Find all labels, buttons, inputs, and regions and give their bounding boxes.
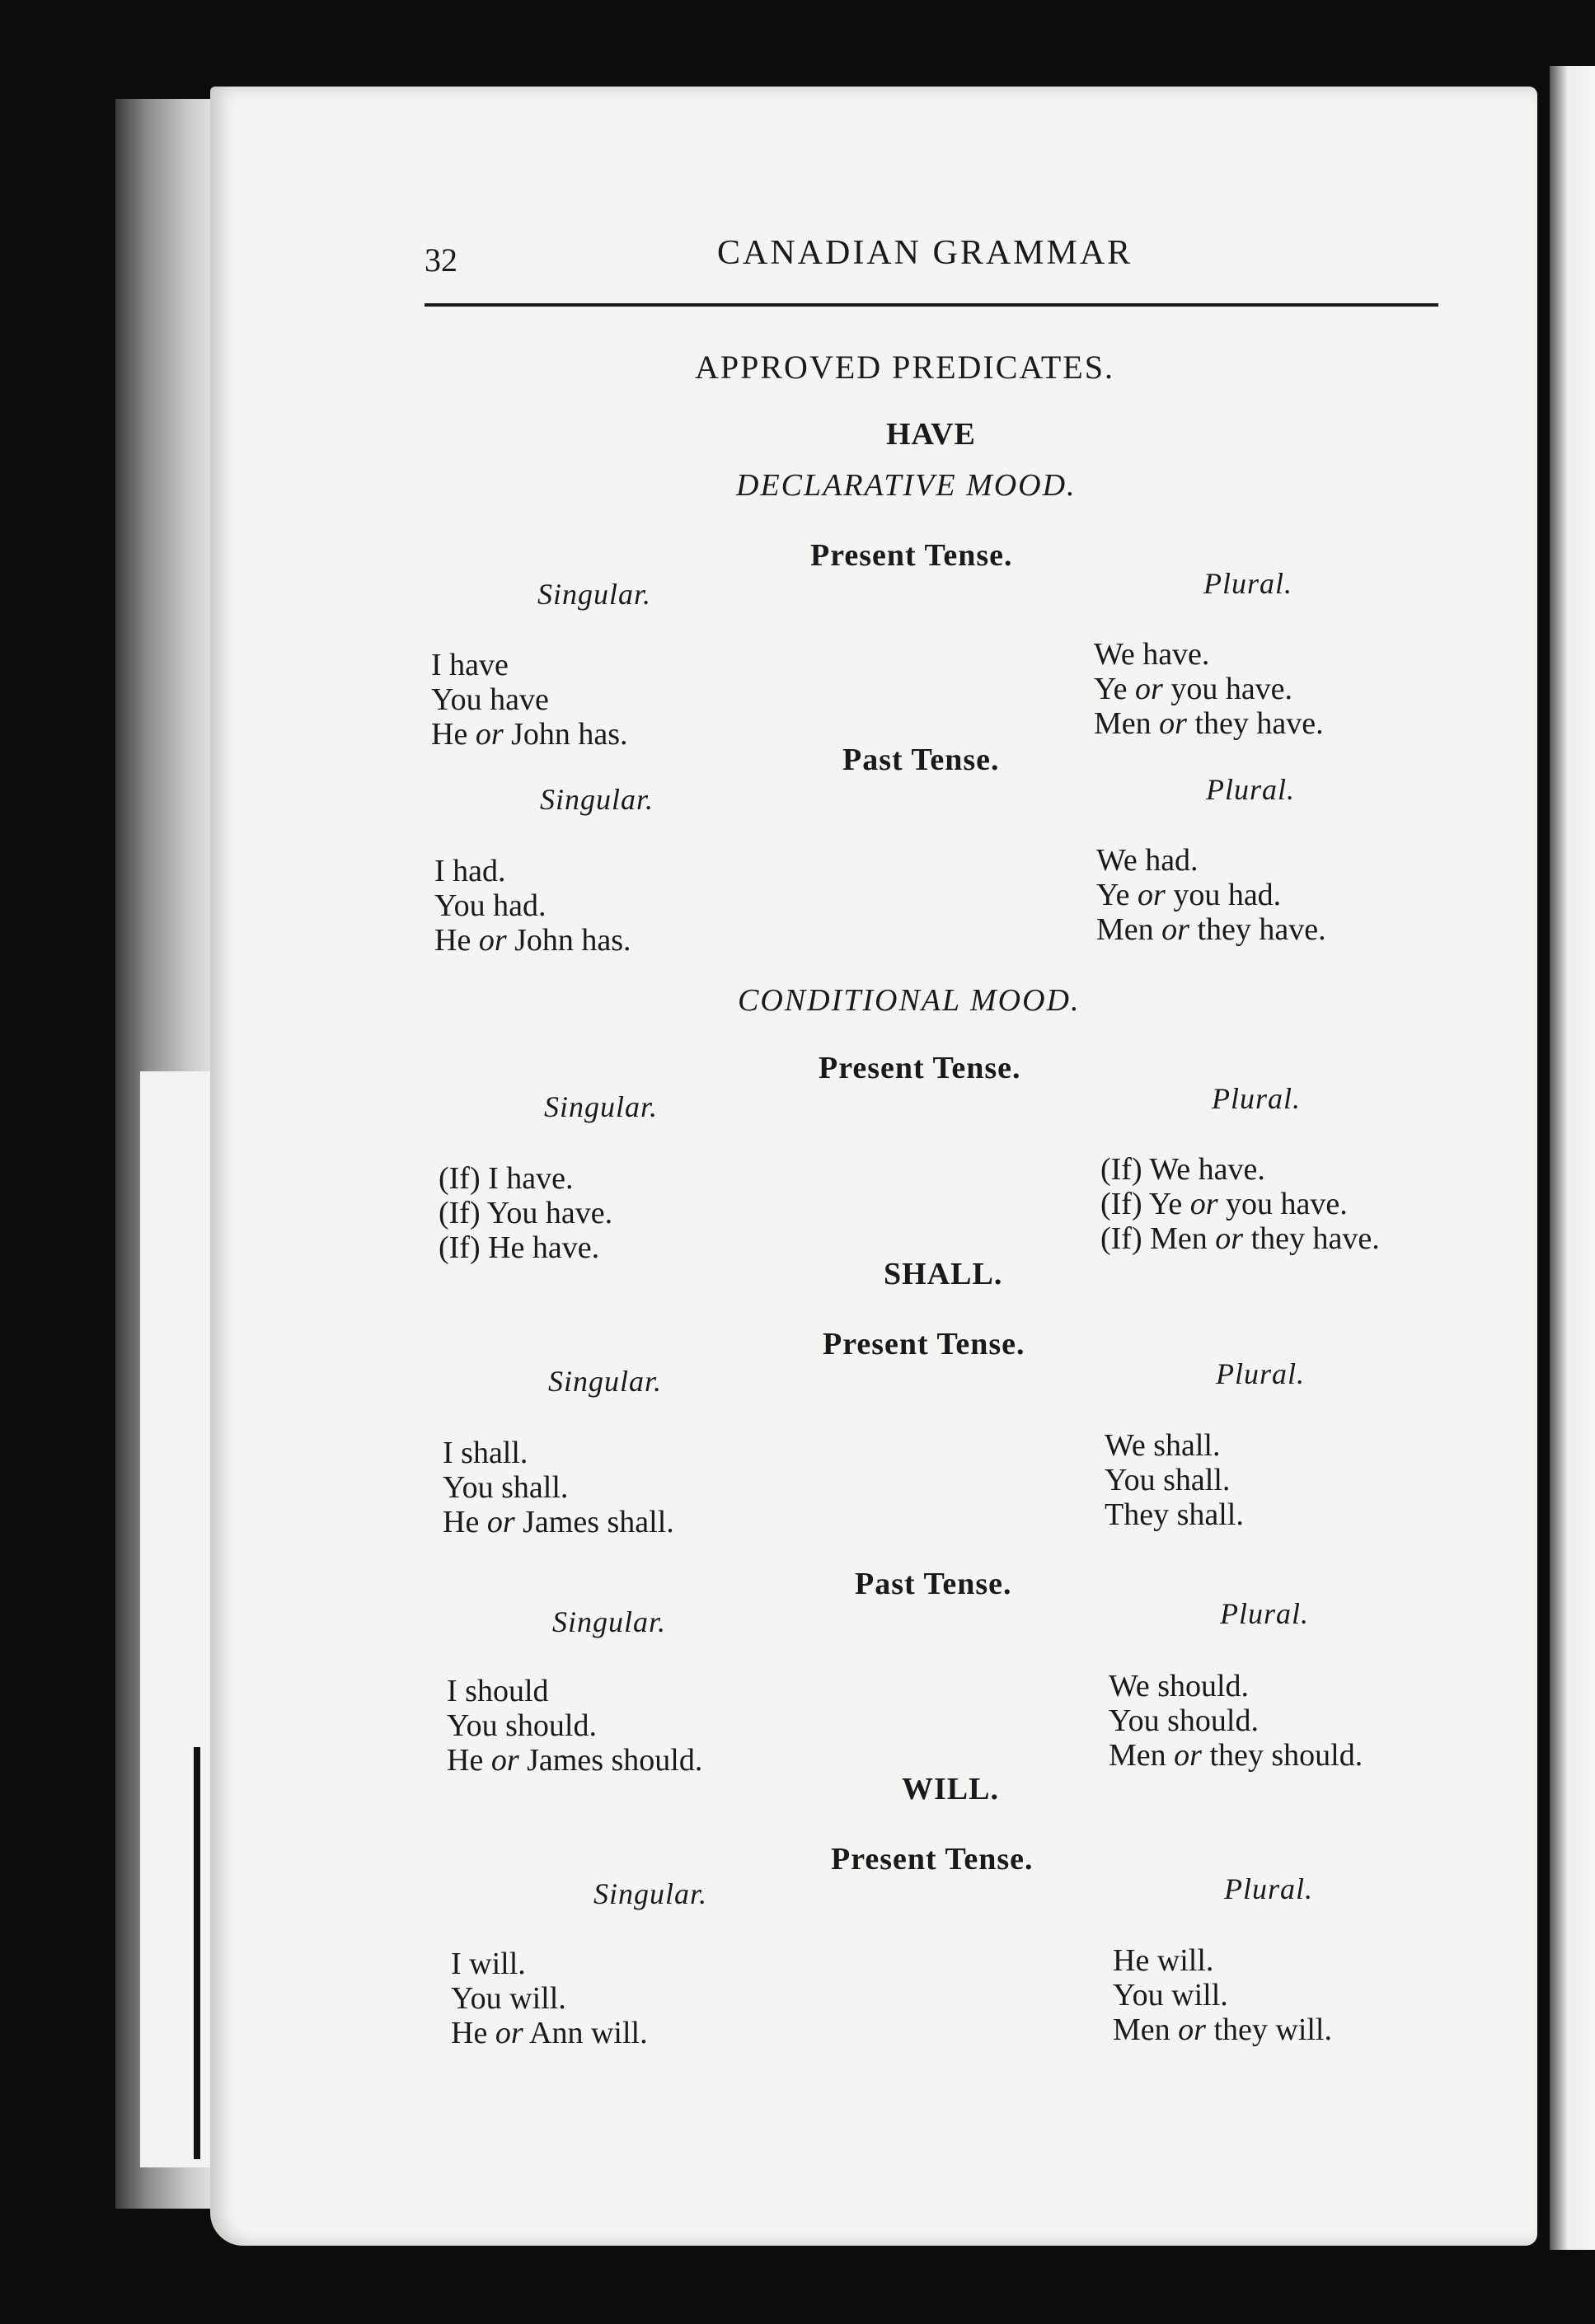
- conjugation-list-plural: [1094, 637, 1324, 741]
- conjugation-line: [431, 717, 628, 752]
- column-label-singular: Singular.: [552, 1605, 667, 1638]
- conjunction-or: or: [495, 2016, 523, 2050]
- conjunction-or: or: [1178, 2012, 1206, 2047]
- conjugation-text: Men: [1113, 2012, 1179, 2047]
- conjugation-text: You had.: [434, 888, 547, 923]
- conjugation-line: [431, 648, 628, 682]
- column-label-plural: Plural.: [1212, 1082, 1302, 1115]
- conjugation-line: [439, 1196, 612, 1230]
- conjunction-or: or: [1159, 706, 1187, 741]
- conjugation-text: We shall.: [1105, 1428, 1221, 1463]
- conjugation-line: [1096, 912, 1326, 947]
- conjugation-line: [447, 1708, 702, 1743]
- conjugation-text: You should.: [447, 1708, 597, 1743]
- conjugation-text: He: [434, 923, 479, 958]
- page-number: 32: [425, 241, 457, 279]
- conjugation-text: you have.: [1162, 672, 1293, 706]
- conjugation-text: You will.: [1113, 1978, 1228, 2012]
- conjugation-text: (If) He have.: [439, 1230, 600, 1265]
- tense-heading-present: Present Tense.: [823, 1327, 1025, 1361]
- verb-heading-have: HAVE: [886, 417, 976, 452]
- conjugation-list-singular: [443, 1436, 674, 1539]
- conjunction-or: or: [1161, 912, 1189, 947]
- verb-heading-will: WILL.: [902, 1772, 999, 1806]
- conjugation-text: (If) You have.: [439, 1196, 613, 1230]
- binding-paper-strip: [140, 1071, 218, 2167]
- conjugation-line: [1105, 1497, 1244, 1532]
- conjugation-line: [434, 923, 631, 958]
- conjugation-line: [451, 1981, 648, 2016]
- conjugation-text: John has.: [503, 717, 628, 752]
- column-label-plural: Plural.: [1224, 1872, 1314, 1905]
- conjugation-line: [1100, 1152, 1380, 1187]
- tense-heading-present: Present Tense.: [810, 538, 1013, 573]
- conjugation-line: [434, 854, 631, 888]
- conjunction-or: or: [1174, 1738, 1202, 1773]
- conjunction-or: or: [490, 1743, 519, 1778]
- conjugation-list-plural: [1100, 1152, 1380, 1256]
- conjugation-text: Men: [1109, 1738, 1175, 1773]
- conjugation-text: You will.: [451, 1981, 566, 2016]
- conjugation-text: James shall.: [514, 1505, 674, 1539]
- tense-heading-present: Present Tense.: [831, 1842, 1034, 1877]
- mood-heading-conditional: CONDITIONAL MOOD.: [738, 983, 1081, 1018]
- conjugation-text: I shall.: [443, 1436, 528, 1470]
- tense-heading-present: Present Tense.: [819, 1051, 1021, 1085]
- conjugation-line: [1105, 1463, 1244, 1497]
- conjugation-text: He: [431, 717, 476, 752]
- conjugation-line: [1109, 1703, 1363, 1738]
- conjugation-text: I will.: [451, 1947, 526, 1981]
- conjugation-line: [1105, 1428, 1244, 1463]
- conjugation-line: [1100, 1221, 1380, 1256]
- conjugation-list-plural: [1109, 1669, 1363, 1773]
- conjugation-text: Men: [1096, 912, 1162, 947]
- conjunction-or: or: [1135, 672, 1163, 706]
- conjugation-line: [1100, 1187, 1380, 1221]
- conjugation-text: (If) Ye: [1100, 1187, 1190, 1221]
- section-title: APPROVED PREDICATES.: [695, 349, 1114, 386]
- conjugation-line: [1113, 1943, 1332, 1978]
- conjugation-text: We had.: [1096, 843, 1199, 878]
- conjugation-list-singular: [431, 648, 628, 752]
- conjugation-line: [1113, 1978, 1332, 2012]
- conjugation-line: [1109, 1669, 1363, 1703]
- column-label-singular: Singular.: [537, 578, 652, 611]
- conjunction-or: or: [1215, 1221, 1244, 1256]
- column-label-singular: Singular.: [593, 1877, 708, 1910]
- conjugation-text: they have.: [1186, 706, 1324, 741]
- conjugation-text: I had.: [434, 854, 506, 888]
- conjugation-text: You shall.: [443, 1470, 569, 1505]
- conjugation-text: He: [443, 1505, 487, 1539]
- conjugation-list-singular: [447, 1674, 702, 1778]
- conjugation-list-singular: [439, 1161, 612, 1265]
- conjugation-text: He: [447, 1743, 491, 1778]
- conjugation-text: John has.: [506, 923, 631, 958]
- conjugation-line: [451, 1947, 648, 1981]
- conjugation-text: they have.: [1189, 912, 1326, 947]
- conjugation-text: they should.: [1201, 1738, 1363, 1773]
- conjugation-line: [1096, 843, 1326, 878]
- column-label-singular: Singular.: [548, 1365, 663, 1398]
- column-label-plural: Plural.: [1216, 1357, 1306, 1390]
- mood-heading-declarative: DECLARATIVE MOOD.: [736, 468, 1077, 503]
- conjugation-line: [451, 2016, 648, 2050]
- conjugation-text: they will.: [1205, 2012, 1332, 2047]
- conjugation-line: [443, 1436, 674, 1470]
- conjugation-text: He will.: [1113, 1943, 1214, 1978]
- conjugation-text: You should.: [1109, 1703, 1259, 1738]
- conjugation-list-plural: [1105, 1428, 1244, 1532]
- conjugation-line: [1094, 706, 1324, 741]
- conjunction-or: or: [1138, 878, 1166, 912]
- conjugation-line: [1109, 1738, 1363, 1773]
- conjugation-line: [447, 1674, 702, 1708]
- conjugation-text: I have: [431, 648, 509, 682]
- conjugation-line: [443, 1470, 674, 1505]
- conjugation-text: You shall.: [1105, 1463, 1231, 1497]
- conjunction-or: or: [478, 923, 507, 958]
- conjugation-text: You have: [431, 682, 549, 717]
- conjugation-line: [1113, 2012, 1332, 2047]
- column-label-singular: Singular.: [540, 783, 654, 816]
- conjugation-text: you have.: [1217, 1187, 1348, 1221]
- column-label-plural: Plural.: [1220, 1597, 1310, 1630]
- conjugation-line: [434, 888, 631, 923]
- conjugation-text: Ann will.: [523, 2016, 648, 2050]
- conjugation-list-plural: [1113, 1943, 1332, 2047]
- conjugation-text: they have.: [1243, 1221, 1380, 1256]
- column-label-plural: Plural.: [1203, 567, 1293, 600]
- header-rule: [425, 303, 1438, 307]
- conjugation-text: He: [451, 2016, 495, 2050]
- conjunction-or: or: [475, 717, 504, 752]
- binding-edge-mark: [194, 1747, 200, 2159]
- conjugation-text: I should: [447, 1674, 549, 1708]
- conjugation-text: (If) I have.: [439, 1161, 574, 1196]
- conjugation-line: [447, 1743, 702, 1778]
- conjugation-line: [1094, 637, 1324, 672]
- tense-heading-past: Past Tense.: [855, 1567, 1012, 1601]
- conjugation-text: Men: [1094, 706, 1160, 741]
- conjugation-line: [1096, 878, 1326, 912]
- conjugation-text: (If) We have.: [1100, 1152, 1265, 1187]
- conjugation-list-singular: [434, 854, 631, 958]
- conjunction-or: or: [1189, 1187, 1218, 1221]
- conjugation-text: James should.: [518, 1743, 703, 1778]
- conjugation-text: (If) Men: [1100, 1221, 1216, 1256]
- conjugation-text: We have.: [1094, 637, 1210, 672]
- verb-heading-shall: SHALL.: [884, 1257, 1003, 1291]
- running-title: CANADIAN GRAMMAR: [717, 234, 1133, 272]
- conjugation-line: [1094, 672, 1324, 706]
- conjugation-line: [439, 1230, 612, 1265]
- conjugation-line: [443, 1505, 674, 1539]
- conjugation-text: you had.: [1165, 878, 1282, 912]
- conjugation-text: They shall.: [1105, 1497, 1244, 1532]
- conjugation-text: We should.: [1109, 1669, 1250, 1703]
- conjugation-text: Ye: [1096, 878, 1138, 912]
- conjugation-text: Ye: [1094, 672, 1136, 706]
- conjunction-or: or: [486, 1505, 515, 1539]
- conjugation-list-plural: [1096, 843, 1326, 947]
- conjugation-line: [431, 682, 628, 717]
- conjugation-list-singular: [451, 1947, 648, 2050]
- conjugation-line: [439, 1161, 612, 1196]
- column-label-singular: Singular.: [544, 1090, 659, 1123]
- column-label-plural: Plural.: [1206, 773, 1296, 806]
- tense-heading-past: Past Tense.: [842, 743, 1000, 777]
- facing-page-edge: [1550, 66, 1595, 2250]
